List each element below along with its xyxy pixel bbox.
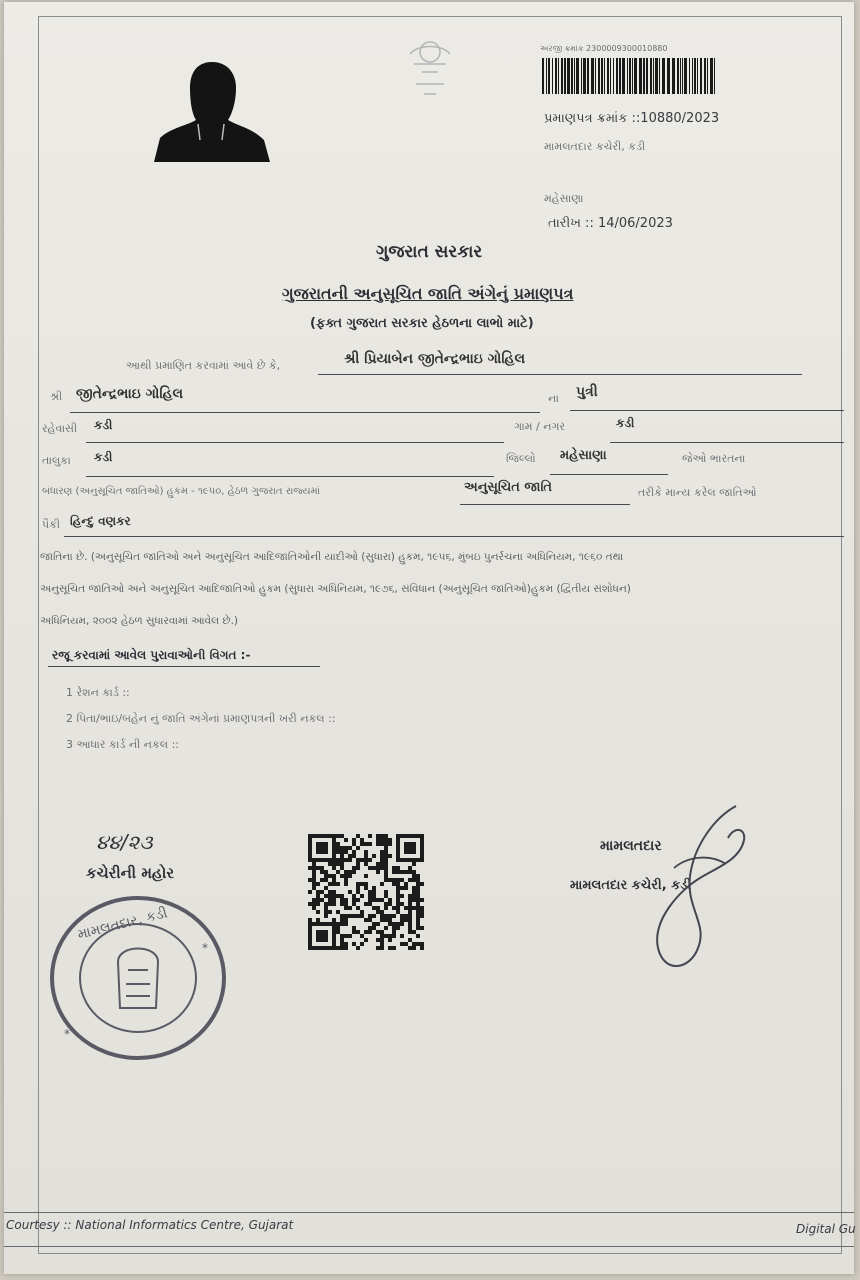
footer-courtesy: Courtesy :: National Informatics Centre, Gujarat	[6, 1218, 294, 1232]
barcode	[540, 58, 720, 94]
relation-label: ના	[548, 392, 559, 405]
signatory-office: મામલતદાર કચેરી, કડી	[570, 878, 692, 893]
svg-text:*: *	[202, 941, 208, 955]
relation-value: પુત્રી	[576, 384, 598, 400]
certificate-number: પ્રમાણપત્ર ક્રમાંક ::10880/2023	[544, 111, 720, 126]
caste-prefix: પૈકી	[42, 518, 61, 531]
certificate-page	[4, 2, 854, 1274]
footer-top-line	[4, 1212, 854, 1213]
footer-bottom-line	[4, 1246, 854, 1247]
issue-place: મહેસાણા	[544, 192, 584, 205]
certificate-title: ગુજરાતની અનુસૂચિત જાતિ અંગેનું પ્રમાણપત્ર	[282, 284, 574, 303]
office-seal-stamp	[48, 892, 228, 1064]
page-border	[38, 16, 842, 1254]
caste-category: અનુસૂચિત જાતિ	[464, 480, 553, 495]
legal-text-line-1: જાતિના છે. (અનુસૂચિત જાતિઓ અને અનુસૂચિત આદિજાતિઓની યાદીઓ (સુધારા) હુકમ, ૧૯૫૬, મુંબઇ પુનર્રચના અધિનિયમ, ૧૯૬૦ તથા	[40, 551, 624, 563]
name-line	[318, 374, 802, 375]
resident-line	[86, 442, 504, 443]
seal-handwritten-number: ૪૪/૨૩	[96, 830, 153, 854]
taluka-label: તાલુકા	[42, 454, 71, 467]
seal-label: કચેરીની મહોર	[86, 864, 175, 882]
evidence-item: 2 પિતા/ભાઇ/બહેન નું જાતિ અંગેનાં પ્રમાણપત્રની ખરી નકલ ::	[66, 712, 336, 725]
svg-text:મામલતદાર, કડી: મામલતદાર, કડી	[75, 905, 170, 944]
taluka-line	[86, 476, 494, 477]
relation-line	[570, 410, 844, 411]
village-label: ગામ / નગર	[514, 420, 566, 433]
village-value: કડી	[616, 416, 635, 430]
village-line	[610, 442, 844, 443]
father-line	[70, 412, 540, 413]
evidence-heading-line	[48, 666, 320, 667]
district-label: જિલ્લો	[506, 452, 536, 465]
certificate-subtitle: (ફક્ત ગુજરાત સરકાર હેઠળના લાભો માટે)	[310, 316, 534, 331]
legal-text-line-2: અનુસૂચિત જાતિઓ અને અનુસૂચિત આદિજાતિઓ હુકમ (સુધારા અધિનિયમ, ૧૯૭૬, સંવિધાન (અનુસૂચિત જાતિઓ)હુકમ (દ્વિતીય સંશોધન)	[40, 583, 631, 595]
father-prefix: શ્રી	[50, 390, 63, 403]
evidence-item: 1 રેશન કાર્ડ ::	[66, 686, 130, 699]
applicant-name: શ્રી પ્રિયાબેન જીતેન્દ્રભાઇ ગોહિલ	[344, 351, 526, 367]
father-name: જીતેન્દ્રભાઇ ગોહિલ	[76, 386, 184, 402]
svg-text:*: *	[64, 1027, 70, 1041]
evidence-item: 3 આધાર કાર્ડ ની નકલ ::	[66, 738, 179, 751]
legal-text-line-3: અધિનિયમ, ૨૦૦૨ હેઠળ સુધારવામાં આવેલ છે.)	[40, 615, 239, 627]
caste-value: હિન્દુ વણકર	[70, 514, 131, 528]
district-line	[550, 474, 668, 475]
footer-digital: Digital Gu	[796, 1222, 856, 1236]
signatory-title: મામલતદાર	[600, 838, 662, 854]
caste-category-line	[460, 504, 630, 505]
caste-suffix: તરીકે માન્ય કરેલ જાતિઓ	[638, 486, 757, 499]
issuing-office: મામલતદાર કચેરી, કડી	[544, 140, 646, 153]
district-suffix: જેઓ ભારતના	[682, 452, 746, 465]
caste-line	[64, 536, 844, 537]
barcode-caption: અરજી ક્રમાંક 2300009300010880	[540, 44, 668, 53]
state-emblem-icon	[392, 38, 468, 108]
evidence-heading: રજૂ કરવામાં આવેલ પુરાવાઓની વિગત :-	[52, 648, 251, 662]
issue-date: તારીખ :: 14/06/2023	[548, 216, 673, 231]
taluka-value: કડી	[94, 450, 113, 464]
applicant-photo	[150, 58, 272, 164]
government-title: ગુજરાત સરકાર	[376, 242, 483, 262]
order-label: બંધારણ (અનુસૂચિત જાતિઓ) હુકમ - ૧૯૫૦, હેઠળ ગુજરાત રાજ્યમાં	[42, 486, 321, 497]
resident-value: કડી	[94, 418, 113, 432]
qr-code	[306, 832, 426, 956]
district-value: મહેસાણા	[560, 448, 607, 463]
intro-label: આથી પ્રમાણિત કરવામાં આવે છે કે,	[126, 359, 281, 372]
resident-label: રહેવાસી	[42, 422, 78, 435]
signature	[644, 798, 754, 980]
